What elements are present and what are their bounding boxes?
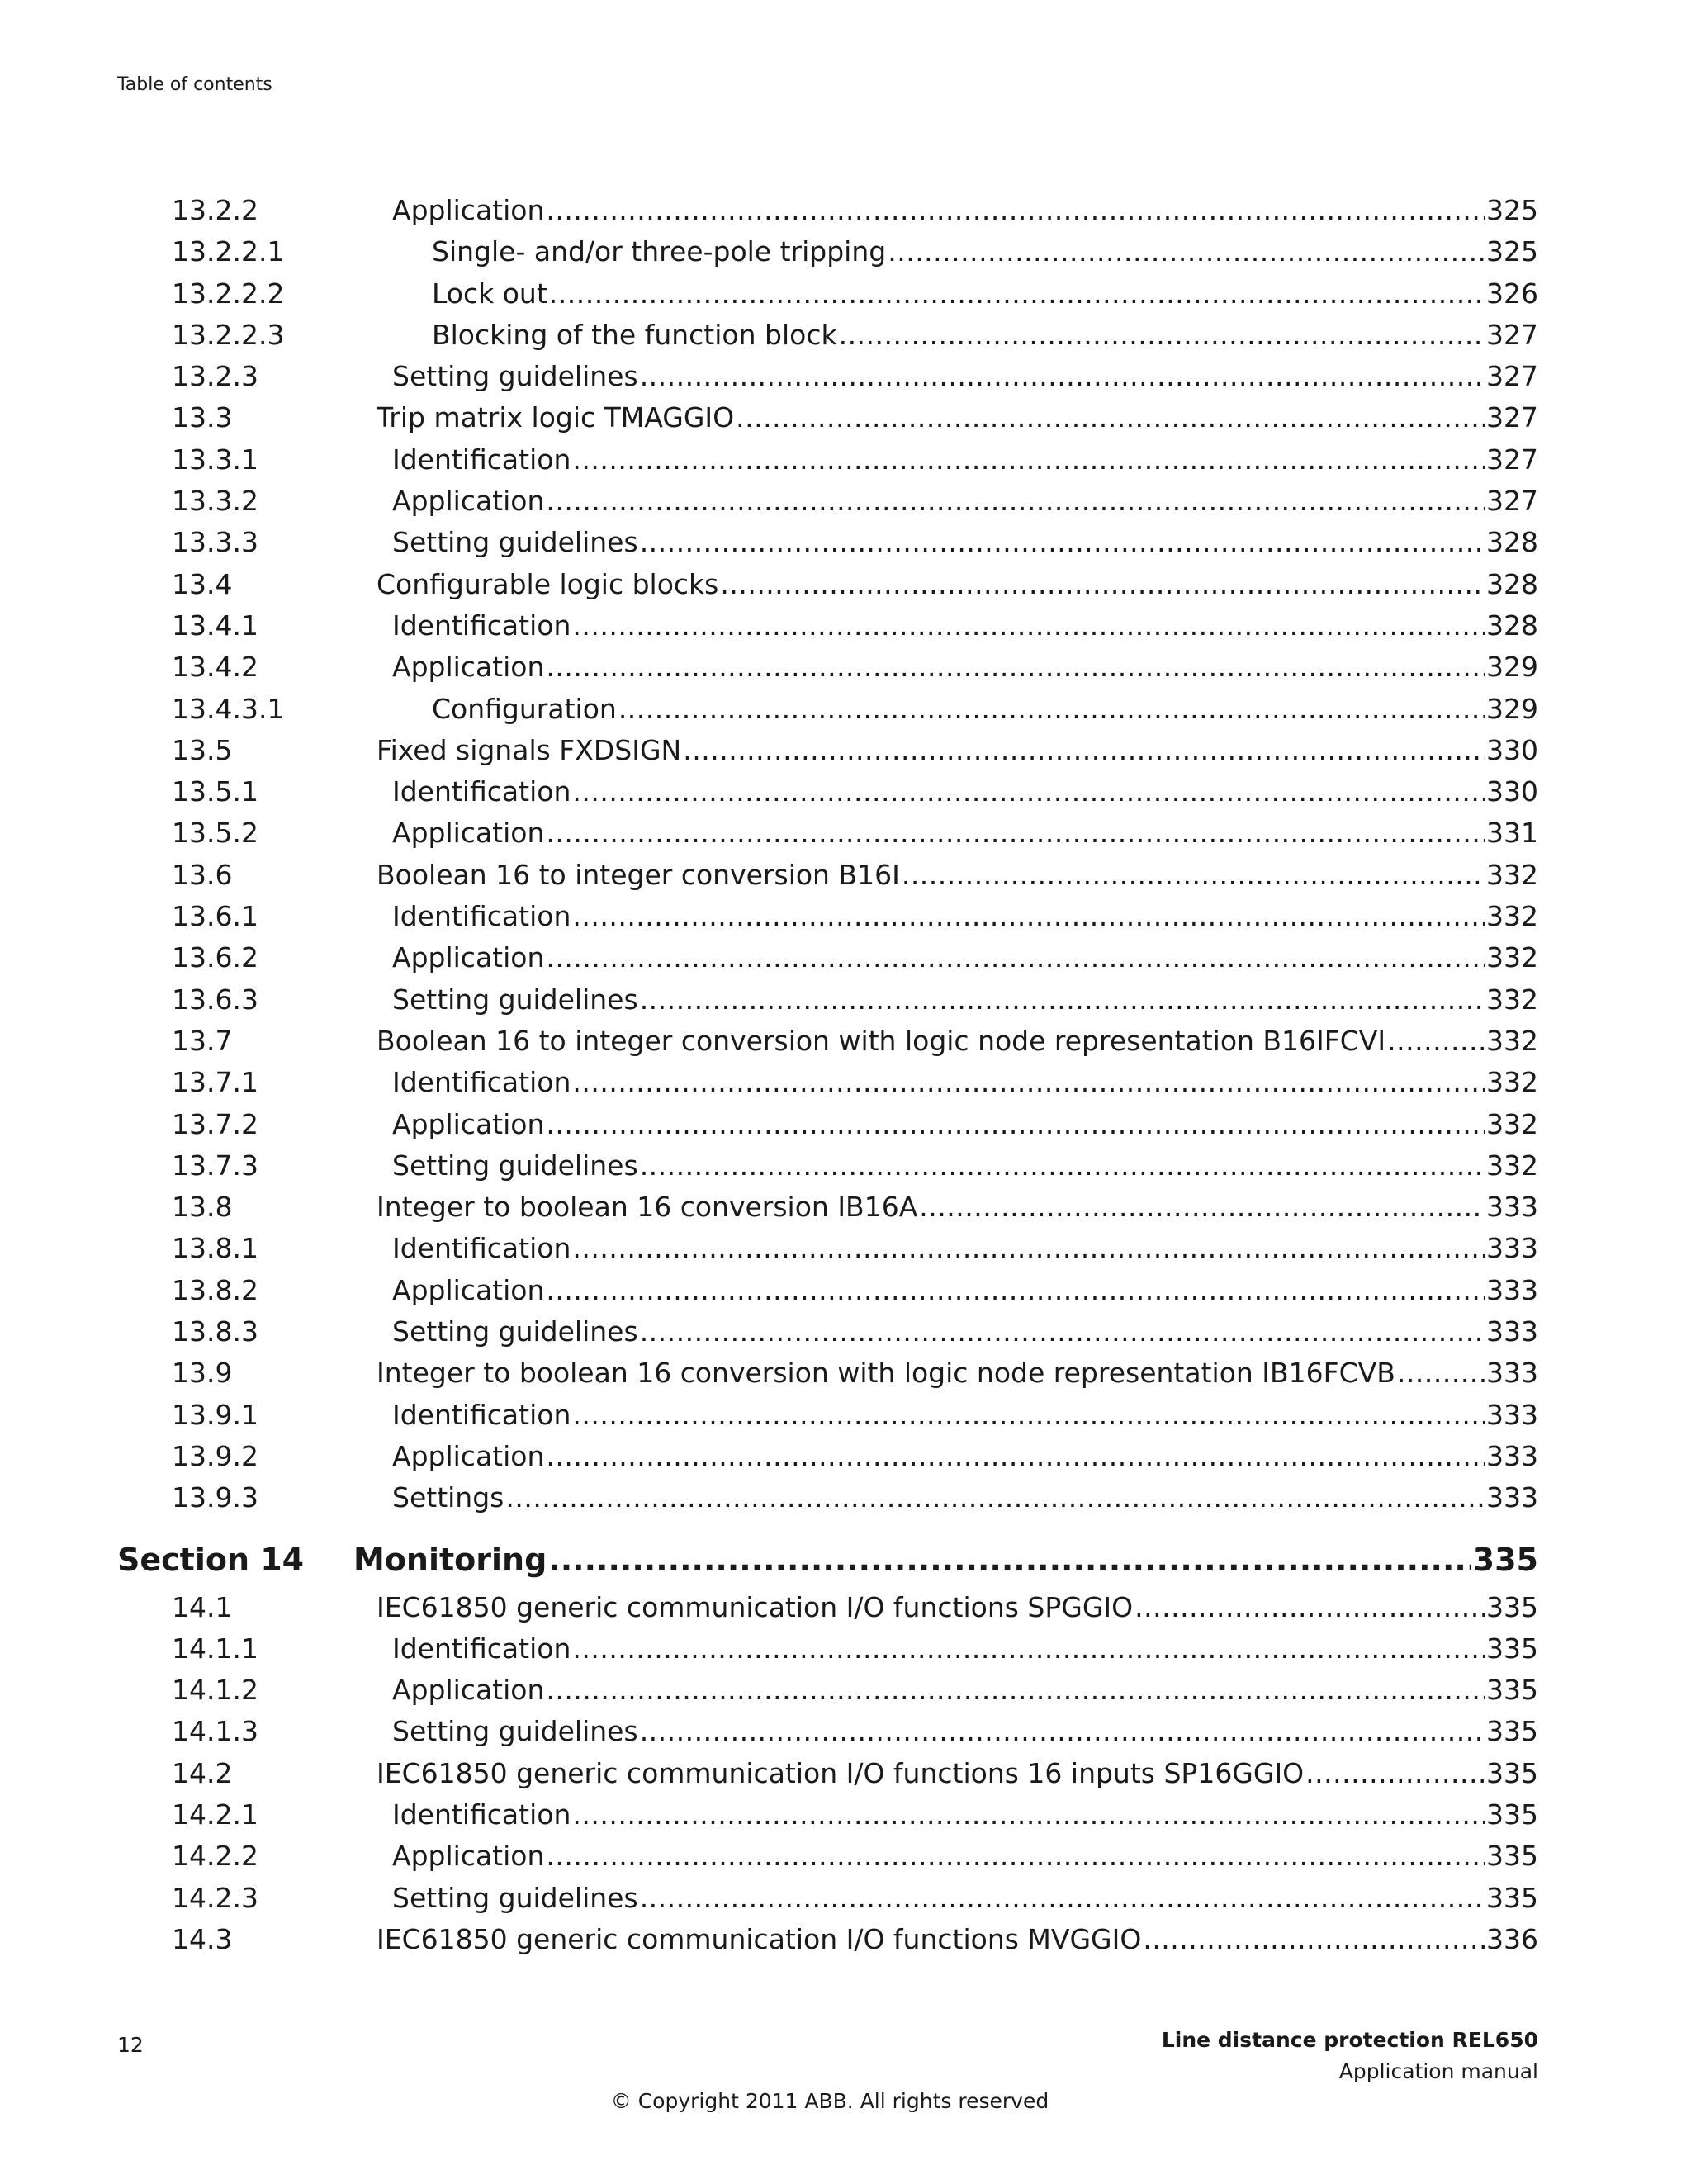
dot-leader <box>640 979 1485 1021</box>
entry-line <box>392 1270 1538 1311</box>
entry-page: 333 <box>1486 1273 1538 1306</box>
toc-entry[interactable] <box>117 231 1538 272</box>
toc-entry[interactable] <box>117 855 1538 896</box>
entry-page: 329 <box>1486 692 1538 725</box>
entry-page: 327 <box>1486 401 1538 434</box>
entry-page: 325 <box>1486 235 1538 268</box>
dot-leader <box>546 1836 1485 1877</box>
entry-title: Lock out <box>432 277 547 310</box>
entry-number: 13.3 <box>172 401 233 434</box>
entry-title: Setting guidelines <box>392 1715 638 1748</box>
entry-title: Application <box>392 485 545 518</box>
dot-leader <box>640 1145 1485 1187</box>
entry-number: 13.8 <box>172 1191 233 1224</box>
toc-entry[interactable] <box>117 397 1538 438</box>
toc-entry[interactable] <box>117 1711 1538 1752</box>
toc-entry[interactable] <box>117 1145 1538 1187</box>
toc-entry[interactable] <box>117 356 1538 397</box>
entry-line <box>377 1353 1538 1394</box>
entry-line <box>432 231 1538 272</box>
entry-number: 13.6.3 <box>172 983 258 1016</box>
entry-line <box>392 481 1538 522</box>
entry-number: 13.9.3 <box>172 1481 258 1514</box>
toc-entry[interactable] <box>117 1628 1538 1670</box>
entry-line <box>432 273 1538 315</box>
entry-page: 332 <box>1486 983 1538 1016</box>
entry-page: 327 <box>1486 443 1538 476</box>
entry-title: Application <box>392 941 545 974</box>
toc-section-heading[interactable] <box>117 1533 1538 1587</box>
entry-line <box>392 979 1538 1021</box>
entry-page: 327 <box>1486 318 1538 351</box>
toc-entry[interactable] <box>117 1353 1538 1394</box>
entry-number: 14.1.1 <box>172 1632 258 1665</box>
entry-page: 328 <box>1486 609 1538 642</box>
entry-line <box>377 730 1538 771</box>
entry-page: 332 <box>1486 1066 1538 1099</box>
entry-title: Blocking of the function block <box>432 318 837 351</box>
entry-title: Configurable logic blocks <box>377 567 719 600</box>
entry-line <box>392 771 1538 812</box>
entry-number: 13.5.1 <box>172 775 258 808</box>
toc-entry[interactable] <box>117 1104 1538 1145</box>
entry-number: 13.2.2.3 <box>172 318 285 351</box>
dot-leader <box>1305 1753 1485 1794</box>
entry-title: IEC61850 generic communication I/O functions 16 inputs SP16GGIO <box>377 1756 1305 1789</box>
entry-line <box>392 356 1538 397</box>
entry-line <box>392 812 1538 854</box>
toc-group-section-13 <box>117 190 1538 1519</box>
dot-leader <box>1134 1587 1485 1628</box>
dot-leader <box>546 190 1485 231</box>
dot-leader <box>546 812 1485 854</box>
toc-entry[interactable] <box>117 1311 1538 1353</box>
entry-number: 13.8.2 <box>172 1273 258 1306</box>
entry-number: 13.5.2 <box>172 817 258 850</box>
entry-number: 14.2.1 <box>172 1798 258 1831</box>
entry-line <box>377 397 1538 438</box>
entry-title: Application <box>392 1273 545 1306</box>
entry-page: 333 <box>1486 1439 1538 1472</box>
entry-line <box>392 1670 1538 1711</box>
toc-entry[interactable] <box>117 481 1538 522</box>
entry-number: 13.7.1 <box>172 1066 258 1099</box>
running-header: Table of contents <box>117 74 272 95</box>
dot-leader <box>640 522 1485 563</box>
entry-number: 13.4.1 <box>172 609 258 642</box>
entry-page: 335 <box>1486 1756 1538 1789</box>
entry-line <box>392 522 1538 563</box>
entry-line <box>392 1794 1538 1836</box>
entry-page: 330 <box>1486 733 1538 766</box>
entry-line <box>392 647 1538 688</box>
entry-number: 13.4 <box>172 567 233 600</box>
entry-title: Setting guidelines <box>392 1315 638 1348</box>
entry-title: Application <box>392 1107 545 1140</box>
toc-entry[interactable] <box>117 1477 1538 1518</box>
entry-page: 325 <box>1486 194 1538 226</box>
entry-line <box>432 689 1538 730</box>
dot-leader <box>839 315 1485 356</box>
toc-entry[interactable] <box>117 896 1538 937</box>
toc-entry[interactable] <box>117 1836 1538 1877</box>
dot-leader <box>572 1794 1485 1836</box>
entry-number: 13.3.1 <box>172 443 258 476</box>
dot-leader <box>549 273 1485 315</box>
entry-line <box>392 605 1538 647</box>
document-subtitle: Application manual <box>1338 2059 1538 2083</box>
dot-leader <box>720 564 1485 605</box>
toc-entry[interactable] <box>117 1187 1538 1228</box>
toc-entry[interactable] <box>117 522 1538 563</box>
entry-line <box>377 1587 1538 1628</box>
entry-number: 13.2.2.1 <box>172 235 285 268</box>
dot-leader <box>1143 1919 1485 1960</box>
entry-page: 332 <box>1486 1149 1538 1182</box>
toc-entry[interactable] <box>117 1021 1538 1062</box>
entry-page: 335 <box>1486 1840 1538 1873</box>
entry-number: 13.3.3 <box>172 526 258 559</box>
entry-title: Identification <box>392 443 571 476</box>
entry-number: 14.1.2 <box>172 1674 258 1707</box>
dot-leader <box>546 1104 1485 1145</box>
toc-entry[interactable] <box>117 605 1538 647</box>
entry-page: 326 <box>1486 277 1538 310</box>
entry-number: 13.2.2.2 <box>172 277 285 310</box>
entry-page: 331 <box>1486 817 1538 850</box>
entry-page: 335 <box>1486 1632 1538 1665</box>
dot-leader <box>640 1311 1485 1353</box>
entry-title: IEC61850 generic communication I/O functions SPGGIO <box>377 1590 1134 1623</box>
entry-title: Identification <box>392 1066 571 1099</box>
table-of-contents <box>117 190 1538 1960</box>
dot-leader <box>546 647 1485 688</box>
toc-entry[interactable] <box>117 1670 1538 1711</box>
entry-title: Application <box>392 194 545 226</box>
dot-leader <box>1387 1021 1485 1062</box>
dot-leader <box>572 1228 1485 1269</box>
entry-number: 13.7 <box>172 1024 233 1057</box>
entry-title: Setting guidelines <box>392 1149 638 1182</box>
toc-entry[interactable] <box>117 647 1538 688</box>
section-page: 335 <box>1472 1541 1538 1578</box>
entry-line <box>392 1228 1538 1269</box>
dot-leader <box>919 1187 1485 1228</box>
entry-page: 335 <box>1486 1674 1538 1707</box>
entry-line <box>432 315 1538 356</box>
page-number: 12 <box>117 2033 144 2057</box>
dot-leader <box>546 937 1485 978</box>
toc-entry[interactable] <box>117 730 1538 771</box>
entry-number: 14.3 <box>172 1922 233 1955</box>
entry-page: 330 <box>1486 775 1538 808</box>
entry-line <box>377 1187 1538 1228</box>
entry-title: Application <box>392 817 545 850</box>
entry-number: 13.7.3 <box>172 1149 258 1182</box>
entry-title: Setting guidelines <box>392 1881 638 1914</box>
entry-title: Integer to boolean 16 conversion IB16A <box>377 1191 918 1224</box>
entry-title: Integer to boolean 16 conversion with logic node representation IB16FCVB <box>377 1357 1395 1390</box>
entry-number: 13.6.2 <box>172 941 258 974</box>
entry-title: Identification <box>392 1798 571 1831</box>
toc-group-section-14 <box>117 1587 1538 1961</box>
toc-entry[interactable] <box>117 1753 1538 1794</box>
entry-title: Setting guidelines <box>392 360 638 393</box>
copyright-notice: © Copyright 2011 ABB. All rights reserved <box>610 2089 1049 2113</box>
footer-document-info <box>1162 2025 1538 2087</box>
entry-line <box>392 937 1538 978</box>
entry-number: 14.2.2 <box>172 1840 258 1873</box>
entry-line <box>377 1021 1538 1062</box>
toc-entry[interactable] <box>117 812 1538 854</box>
toc-entry[interactable] <box>117 1878 1538 1919</box>
entry-page: 329 <box>1486 651 1538 684</box>
entry-number: 13.8.1 <box>172 1232 258 1265</box>
entry-line <box>392 190 1538 231</box>
entry-page: 327 <box>1486 360 1538 393</box>
entry-page: 333 <box>1486 1232 1538 1265</box>
entry-number: 14.2.3 <box>172 1881 258 1914</box>
toc-entry[interactable] <box>117 273 1538 315</box>
entry-page: 332 <box>1486 941 1538 974</box>
entry-number: 13.2.3 <box>172 360 258 393</box>
entry-title: Setting guidelines <box>392 983 638 1016</box>
toc-entry[interactable] <box>117 937 1538 978</box>
dot-leader <box>546 1270 1485 1311</box>
entry-page: 332 <box>1486 858 1538 891</box>
entry-page: 327 <box>1486 485 1538 518</box>
toc-entry[interactable] <box>117 439 1538 481</box>
dot-leader <box>572 1062 1485 1103</box>
entry-title: Single- and/or three-pole tripping <box>432 235 887 268</box>
dot-leader <box>683 730 1485 771</box>
dot-leader <box>572 439 1485 481</box>
toc-entry[interactable] <box>117 979 1538 1021</box>
dot-leader <box>505 1477 1485 1518</box>
dot-leader <box>546 1436 1485 1477</box>
entry-line <box>377 1753 1538 1794</box>
entry-line <box>392 1311 1538 1353</box>
dot-leader <box>572 605 1485 647</box>
entry-page: 333 <box>1486 1357 1538 1390</box>
entry-title: Identification <box>392 1232 571 1265</box>
section-label: Section 14 <box>117 1541 305 1578</box>
dot-leader <box>572 1628 1485 1670</box>
entry-title: Trip matrix logic TMAGGIO <box>377 401 735 434</box>
dot-leader <box>902 855 1485 896</box>
entry-title: Configuration <box>432 692 617 725</box>
entry-title: Fixed signals FXDSIGN <box>377 733 682 766</box>
entry-title: Identification <box>392 1398 571 1431</box>
entry-page: 335 <box>1486 1798 1538 1831</box>
entry-line <box>392 1878 1538 1919</box>
entry-line <box>392 1062 1538 1103</box>
entry-title: Identification <box>392 609 571 642</box>
dot-leader <box>572 771 1485 812</box>
dot-leader <box>546 481 1485 522</box>
entry-page: 332 <box>1486 900 1538 933</box>
entry-number: 13.9 <box>172 1357 233 1390</box>
toc-entry[interactable] <box>117 1587 1538 1628</box>
toc-entry[interactable] <box>117 564 1538 605</box>
entry-title: Application <box>392 1674 545 1707</box>
entry-page: 332 <box>1486 1107 1538 1140</box>
dot-leader <box>546 1670 1485 1711</box>
entry-number: 13.4.3.1 <box>172 692 285 725</box>
entry-line <box>392 1711 1538 1752</box>
entry-number: 14.1 <box>172 1590 233 1623</box>
toc-entry[interactable] <box>117 1395 1538 1436</box>
entry-number: 13.2.2 <box>172 194 258 226</box>
entry-page: 335 <box>1486 1881 1538 1914</box>
toc-entry[interactable] <box>117 1228 1538 1269</box>
entry-title: Settings <box>392 1481 504 1514</box>
entry-title: Identification <box>392 900 571 933</box>
entry-title: Boolean 16 to integer conversion B16I <box>377 858 900 891</box>
dot-leader <box>640 356 1485 397</box>
entry-line <box>392 439 1538 481</box>
entry-number: 13.8.3 <box>172 1315 258 1348</box>
entry-line <box>392 1628 1538 1670</box>
toc-entry[interactable] <box>117 1270 1538 1311</box>
toc-entry[interactable] <box>117 1794 1538 1836</box>
entry-number: 14.1.3 <box>172 1715 258 1748</box>
toc-entry[interactable] <box>117 1436 1538 1477</box>
entry-title: Boolean 16 to integer conversion with logic node representation B16IFCVI <box>377 1024 1386 1057</box>
toc-entry[interactable] <box>117 1919 1538 1960</box>
entry-title: Identification <box>392 775 571 808</box>
dot-leader <box>640 1711 1485 1752</box>
entry-number: 13.9.2 <box>172 1439 258 1472</box>
entry-line <box>392 896 1538 937</box>
document-title: Line distance protection REL650 <box>1161 2028 1538 2052</box>
entry-line <box>392 1836 1538 1877</box>
dot-leader <box>736 397 1485 438</box>
entry-page: 335 <box>1486 1715 1538 1748</box>
entry-line <box>392 1477 1538 1518</box>
entry-page: 328 <box>1486 567 1538 600</box>
dot-leader <box>572 1395 1485 1436</box>
toc-entry[interactable] <box>117 771 1538 812</box>
entry-page: 335 <box>1486 1590 1538 1623</box>
entry-page: 328 <box>1486 526 1538 559</box>
entry-line <box>392 1104 1538 1145</box>
entry-line <box>377 564 1538 605</box>
dot-leader <box>572 896 1485 937</box>
entry-title: Application <box>392 651 545 684</box>
entry-number: 13.6.1 <box>172 900 258 933</box>
toc-entry[interactable] <box>117 190 1538 231</box>
entry-page: 332 <box>1486 1024 1538 1057</box>
entry-line <box>392 1145 1538 1187</box>
entry-number: 13.6 <box>172 858 233 891</box>
entry-page: 336 <box>1486 1922 1538 1955</box>
entry-line <box>392 1395 1538 1436</box>
entry-number: 14.2 <box>172 1756 233 1789</box>
entry-title: Application <box>392 1840 545 1873</box>
entry-page: 333 <box>1486 1191 1538 1224</box>
entry-number: 13.7.2 <box>172 1107 258 1140</box>
toc-entry[interactable] <box>117 1062 1538 1103</box>
entry-page: 333 <box>1486 1315 1538 1348</box>
entry-page: 333 <box>1486 1481 1538 1514</box>
dot-leader <box>548 1533 1471 1587</box>
dot-leader <box>1397 1353 1485 1394</box>
entry-number: 13.4.2 <box>172 651 258 684</box>
entry-title: Setting guidelines <box>392 526 638 559</box>
entry-title: Application <box>392 1439 545 1472</box>
entry-page: 333 <box>1486 1398 1538 1431</box>
entry-line <box>377 855 1538 896</box>
entry-title: IEC61850 generic communication I/O functions MVGGIO <box>377 1922 1142 1955</box>
entry-line <box>392 1436 1538 1477</box>
entry-title: Identification <box>392 1632 571 1665</box>
toc-entry[interactable] <box>117 315 1538 356</box>
entry-line <box>377 1919 1538 1960</box>
entry-number: 13.3.2 <box>172 485 258 518</box>
section-title: Monitoring <box>353 1541 547 1578</box>
dot-leader <box>640 1878 1485 1919</box>
dot-leader <box>888 231 1485 272</box>
toc-entry[interactable] <box>117 689 1538 730</box>
dot-leader <box>618 689 1485 730</box>
entry-number: 13.5 <box>172 733 233 766</box>
entry-number: 13.9.1 <box>172 1398 258 1431</box>
section-entry <box>353 1533 1538 1587</box>
